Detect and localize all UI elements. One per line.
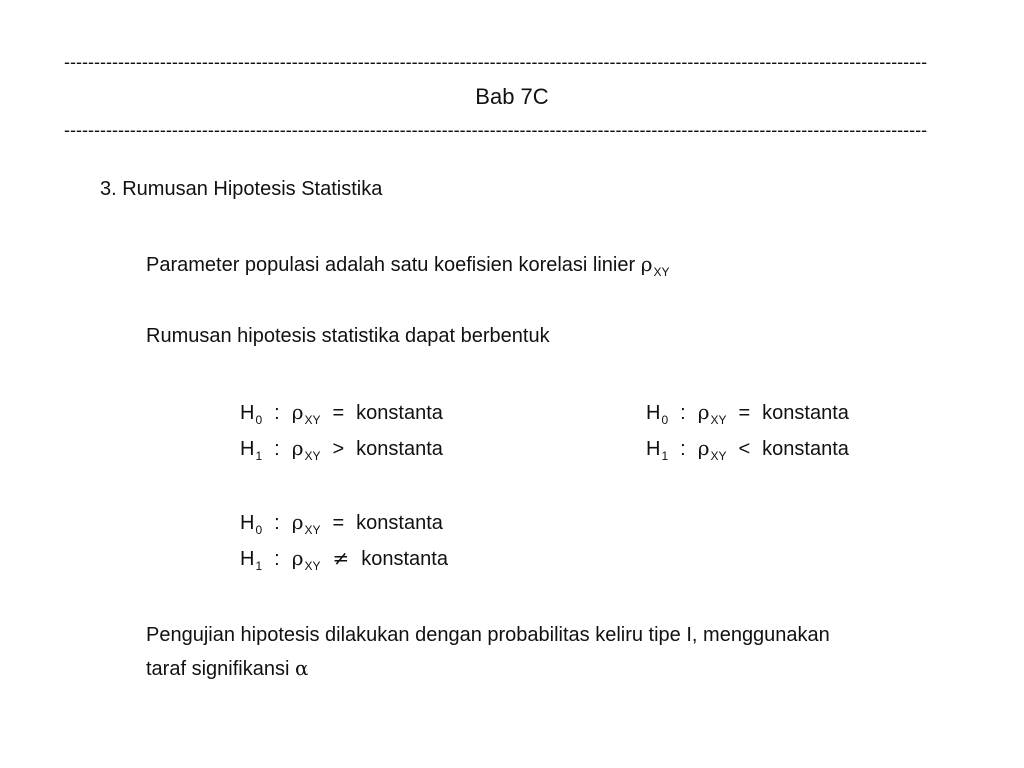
alpha-symbol: α	[294, 656, 309, 680]
rho-symbol: ρ	[291, 400, 304, 424]
rho-subscript: XY	[304, 523, 321, 537]
konstanta-text: konstanta	[356, 512, 443, 534]
equals-operator: =	[738, 402, 751, 424]
h-subscript: 0	[255, 523, 263, 537]
rho-subscript: XY	[304, 449, 321, 463]
colon: :	[680, 438, 686, 460]
equals-operator: =	[332, 512, 345, 534]
hypothesis-h1-left-tailed	[646, 436, 849, 463]
colon: :	[274, 402, 280, 424]
konstanta-text: konstanta	[762, 402, 849, 424]
conclusion-text: taraf signifikansi	[146, 658, 295, 680]
konstanta-text: konstanta	[762, 438, 849, 460]
parameter-text: Parameter populasi adalah satu koefisien korelasi linier	[146, 254, 641, 276]
konstanta-text: konstanta	[356, 402, 443, 424]
rho-subscript: XY	[710, 449, 727, 463]
rho-subscript: XY	[304, 559, 321, 573]
colon: :	[680, 402, 686, 424]
greater-than-operator: >	[332, 438, 345, 460]
parameter-statement	[146, 252, 670, 279]
rho-symbol: ρ	[697, 436, 710, 460]
h-subscript: 0	[255, 413, 263, 427]
conclusion-line-1: Pengujian hipotesis dilakukan dengan probabilitas keliru tipe I, menggunakan	[146, 624, 830, 646]
page-title: Bab 7C	[475, 84, 549, 109]
conclusion-paragraph	[146, 619, 966, 686]
h-label: H	[646, 438, 661, 460]
konstanta-text: konstanta	[361, 548, 448, 570]
h-label: H	[240, 548, 255, 570]
hypothesis-h0-two-tailed	[240, 510, 443, 537]
rho-symbol: ρ	[291, 510, 304, 534]
h-label: H	[646, 402, 661, 424]
hypothesis-h1-right-tailed	[240, 436, 443, 463]
h-subscript: 1	[661, 449, 669, 463]
header-divider-bottom: ------------------------------------------------------------------------------------------------------------------------------------------------	[64, 120, 928, 140]
rho-symbol: ρ	[640, 252, 653, 276]
header-divider-top: ------------------------------------------------------------------------------------------------------------------------------------------------	[64, 52, 928, 72]
rho-symbol: ρ	[291, 436, 304, 460]
less-than-operator: <	[738, 438, 751, 460]
h-subscript: 0	[661, 413, 669, 427]
hypothesis-h0-left-tailed	[646, 400, 849, 427]
not-equal-operator: ≠	[332, 546, 350, 570]
konstanta-text: konstanta	[356, 438, 443, 460]
h-label: H	[240, 512, 255, 534]
rho-subscript: XY	[710, 413, 727, 427]
hypothesis-h1-two-tailed	[240, 546, 448, 573]
rho-subscript: XY	[304, 413, 321, 427]
rho-symbol: ρ	[291, 546, 304, 570]
h-label: H	[240, 438, 255, 460]
section-heading: 3. Rumusan Hipotesis Statistika	[100, 178, 383, 200]
colon: :	[274, 512, 280, 534]
h-subscript: 1	[255, 449, 263, 463]
h-label: H	[240, 402, 255, 424]
rho-symbol: ρ	[697, 400, 710, 424]
h-subscript: 1	[255, 559, 263, 573]
colon: :	[274, 548, 280, 570]
conclusion-line-2	[146, 652, 966, 686]
equals-operator: =	[332, 402, 345, 424]
rho-subscript: XY	[653, 265, 670, 279]
rumusan-statement: Rumusan hipotesis statistika dapat berbentuk	[146, 325, 550, 347]
hypothesis-h0-right-tailed	[240, 400, 443, 427]
colon: :	[274, 438, 280, 460]
